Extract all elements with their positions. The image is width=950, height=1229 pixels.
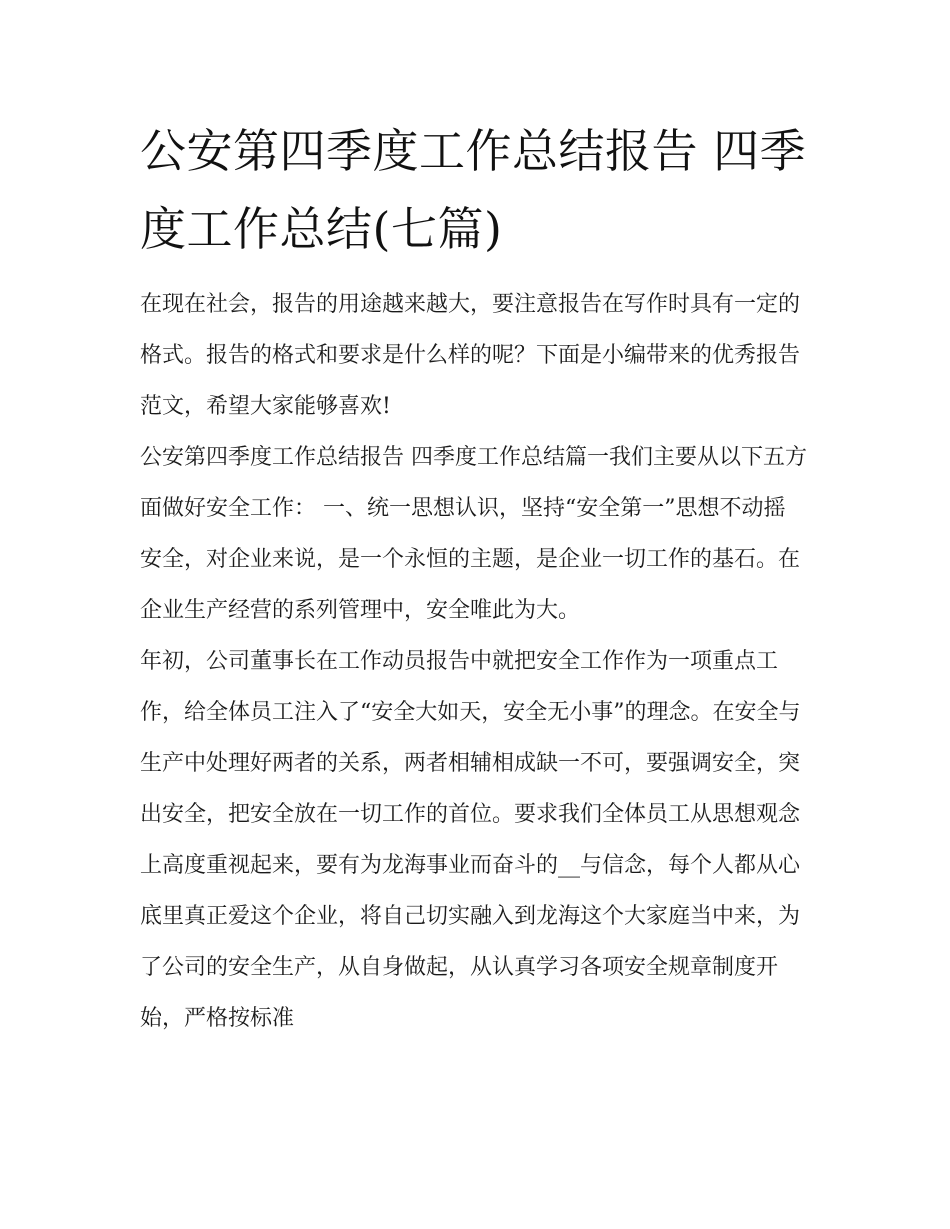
document-body — [140, 112, 812, 1044]
body-paragraph: 年初，公司董事长在工作动员报告中就把安全工作作为一项重点工作，给全体员工注入了“安全大如天，安全无小事”的理念。在安全与生产中处理好两者的关系，两者相辅相成缺一不可，要强调安全，突出安全，把安全放在一切工作的首位。要求我们全体员工从思想观念上高度重视起来，要有为龙海事业而奋斗的__与信念，每个人都从心底里真正爱这个企业，将自己切实融入到龙海这个大家庭当中来，为了公司的安全生产，从自身做起，从认真学习各项安全规章制度开始，严格按标准 — [140, 649, 801, 1031]
body-paragraph: 安全，对企业来说，是一个永恒的主题，是企业一切工作的基石。在企业生产经营的系列管理中，安全唯此为大。 — [140, 547, 801, 623]
section-heading-paragraph: 公安第四季度工作总结报告 四季度工作总结篇一我们主要从以下五方面做好安全工作： 一、统一思想认识，坚持“安全第一”思想不动摇 — [140, 445, 807, 521]
intro-paragraph: 在现在社会，报告的用途越来越大，要注意报告在写作时具有一定的格式。报告的格式和要求是什么样的呢？下面是小编带来的优秀报告范文，希望大家能够喜欢! — [140, 292, 801, 419]
document-title: 公安第四季度工作总结报告 四季度工作总结(七篇) — [140, 124, 807, 256]
